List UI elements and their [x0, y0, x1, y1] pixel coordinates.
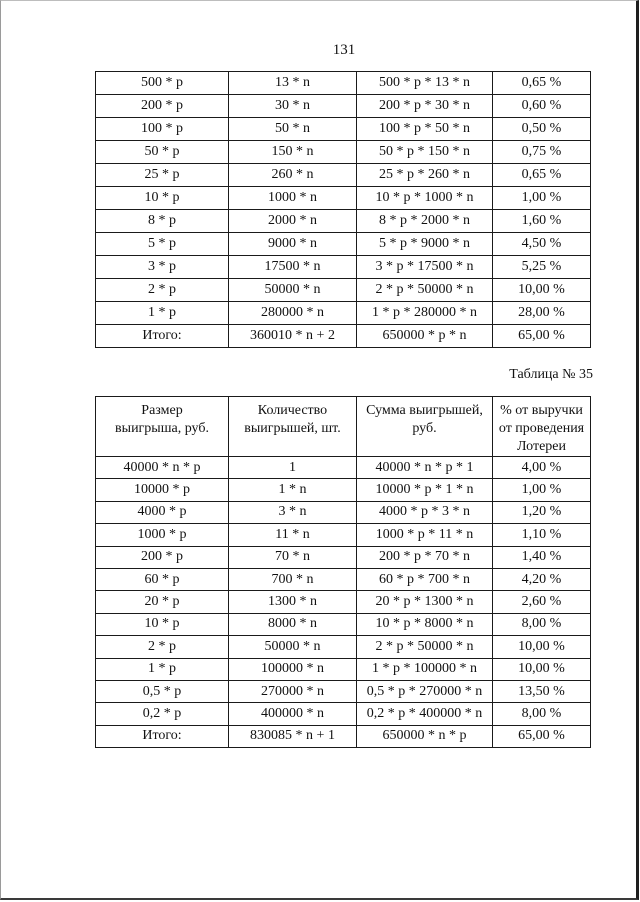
prize-amount-cell: 10000 * p — [96, 479, 229, 501]
revenue-percent-cell: 1,40 % — [493, 546, 591, 568]
prize-total-cell: 8 * p * 2000 * n — [357, 210, 493, 233]
total-row — [96, 325, 591, 348]
prize-amount-cell: 500 * p — [96, 72, 229, 95]
total-row — [96, 725, 591, 747]
table-header-row — [96, 397, 591, 457]
prize-count-cell: 8000 * n — [229, 613, 357, 635]
total-label-cell: Итого: — [96, 325, 229, 348]
prize-amount-cell: 10 * p — [96, 613, 229, 635]
prize-count-cell: 700 * n — [229, 568, 357, 590]
header-line: выигрышей, шт. — [244, 421, 341, 436]
revenue-percent-cell: 0,75 % — [493, 141, 591, 164]
prize-total-cell: 100 * p * 50 * n — [357, 118, 493, 141]
revenue-percent-cell: 1,00 % — [493, 187, 591, 210]
table-row — [96, 302, 591, 325]
prize-total-cell: 10000 * p * 1 * n — [357, 479, 493, 501]
header-line: руб. — [412, 421, 437, 436]
prize-count-cell: 13 * n — [229, 72, 357, 95]
header-line: % от выручки — [500, 403, 583, 418]
revenue-percent-cell: 8,00 % — [493, 703, 591, 725]
prize-amount-cell: 200 * p — [96, 546, 229, 568]
prize-amount-cell: 20 * p — [96, 591, 229, 613]
table-row — [96, 613, 591, 635]
prize-count-cell: 1 * n — [229, 479, 357, 501]
prize-count-cell: 50000 * n — [229, 636, 357, 658]
table-row — [96, 658, 591, 680]
revenue-percent-cell: 4,00 % — [493, 457, 591, 479]
table-row — [96, 118, 591, 141]
header-prize-count — [229, 397, 357, 457]
prize-total-cell: 1000 * p * 11 * n — [357, 524, 493, 546]
prize-amount-cell: 8 * p — [96, 210, 229, 233]
revenue-percent-cell: 28,00 % — [493, 302, 591, 325]
prize-count-cell: 260 * n — [229, 164, 357, 187]
prize-amount-cell: 25 * p — [96, 164, 229, 187]
table-row — [96, 703, 591, 725]
table-row — [96, 568, 591, 590]
header-line: Размер — [141, 403, 183, 418]
prize-total-cell: 50 * p * 150 * n — [357, 141, 493, 164]
total-count-cell: 830085 * n + 1 — [229, 725, 357, 747]
table-row — [96, 164, 591, 187]
header-prize-amount — [96, 397, 229, 457]
table-row — [96, 210, 591, 233]
prize-total-cell: 5 * p * 9000 * n — [357, 233, 493, 256]
prize-count-cell: 9000 * n — [229, 233, 357, 256]
total-percent-cell: 65,00 % — [493, 325, 591, 348]
revenue-percent-cell: 0,65 % — [493, 164, 591, 187]
table-row — [96, 233, 591, 256]
table-row — [96, 636, 591, 658]
header-line: Лотереи — [517, 439, 566, 454]
prize-total-cell: 20 * p * 1300 * n — [357, 591, 493, 613]
prize-amount-cell: 2 * p — [96, 636, 229, 658]
table-row — [96, 479, 591, 501]
table-row — [96, 680, 591, 702]
table-row — [96, 279, 591, 302]
header-line: выигрыша, руб. — [115, 421, 209, 436]
prize-total-cell: 1 * p * 100000 * n — [357, 658, 493, 680]
prize-count-cell: 150 * n — [229, 141, 357, 164]
table-caption: Таблица № 35 — [509, 367, 593, 382]
prize-count-cell: 1300 * n — [229, 591, 357, 613]
prize-total-cell: 3 * p * 17500 * n — [357, 256, 493, 279]
table-row — [96, 95, 591, 118]
header-line: от проведения — [498, 421, 585, 436]
header-line: Сумма выигрышей, — [366, 403, 483, 418]
prize-total-cell: 2 * p * 50000 * n — [357, 279, 493, 302]
table-row — [96, 256, 591, 279]
prize-total-cell: 200 * p * 70 * n — [357, 546, 493, 568]
prize-amount-cell: 1000 * p — [96, 524, 229, 546]
total-sum-cell: 650000 * n * p — [357, 725, 493, 747]
prize-count-cell: 2000 * n — [229, 210, 357, 233]
revenue-percent-cell: 1,10 % — [493, 524, 591, 546]
table-row — [96, 457, 591, 479]
total-label-cell: Итого: — [96, 725, 229, 747]
prize-total-cell: 4000 * p * 3 * n — [357, 501, 493, 523]
revenue-percent-cell: 5,25 % — [493, 256, 591, 279]
revenue-percent-cell: 4,50 % — [493, 233, 591, 256]
revenue-percent-cell: 8,00 % — [493, 613, 591, 635]
prize-total-cell: 0,2 * p * 400000 * n — [357, 703, 493, 725]
prize-total-cell: 10 * p * 1000 * n — [357, 187, 493, 210]
header-revenue-percent — [493, 397, 591, 457]
prize-amount-cell: 0,5 * p — [96, 680, 229, 702]
revenue-percent-cell: 10,00 % — [493, 658, 591, 680]
prize-amount-cell: 200 * p — [96, 95, 229, 118]
prize-count-cell: 30 * n — [229, 95, 357, 118]
prize-count-cell: 50 * n — [229, 118, 357, 141]
revenue-percent-cell: 0,50 % — [493, 118, 591, 141]
revenue-percent-cell: 13,50 % — [493, 680, 591, 702]
prize-amount-cell: 100 * p — [96, 118, 229, 141]
prize-amount-cell: 0,2 * p — [96, 703, 229, 725]
prize-count-cell: 50000 * n — [229, 279, 357, 302]
prize-count-cell: 11 * n — [229, 524, 357, 546]
prize-total-cell: 500 * p * 13 * n — [357, 72, 493, 95]
revenue-percent-cell: 1,00 % — [493, 479, 591, 501]
prize-count-cell: 280000 * n — [229, 302, 357, 325]
prize-total-cell: 60 * p * 700 * n — [357, 568, 493, 590]
table-row — [96, 501, 591, 523]
total-sum-cell: 650000 * p * n — [357, 325, 493, 348]
header-line: Количество — [257, 403, 328, 418]
table-row — [96, 546, 591, 568]
prize-count-cell: 70 * n — [229, 546, 357, 568]
prize-total-cell: 0,5 * p * 270000 * n — [357, 680, 493, 702]
revenue-percent-cell: 10,00 % — [493, 279, 591, 302]
revenue-percent-cell: 0,65 % — [493, 72, 591, 95]
prize-total-cell: 25 * p * 260 * n — [357, 164, 493, 187]
prize-amount-cell: 1 * p — [96, 658, 229, 680]
header-prize-total — [357, 397, 493, 457]
table-row — [96, 187, 591, 210]
prize-amount-cell: 10 * p — [96, 187, 229, 210]
prize-count-cell: 270000 * n — [229, 680, 357, 702]
revenue-percent-cell: 10,00 % — [493, 636, 591, 658]
prize-table-continued — [95, 71, 591, 348]
prize-amount-cell: 1 * p — [96, 302, 229, 325]
prize-amount-cell: 50 * p — [96, 141, 229, 164]
prize-count-cell: 1000 * n — [229, 187, 357, 210]
total-count-cell: 360010 * n + 2 — [229, 325, 357, 348]
table-row — [96, 141, 591, 164]
prize-total-cell: 10 * p * 8000 * n — [357, 613, 493, 635]
prize-count-cell: 400000 * n — [229, 703, 357, 725]
prize-amount-cell: 4000 * p — [96, 501, 229, 523]
prize-count-cell: 17500 * n — [229, 256, 357, 279]
prize-table-35 — [95, 396, 591, 748]
prize-amount-cell: 60 * p — [96, 568, 229, 590]
prize-total-cell: 2 * p * 50000 * n — [357, 636, 493, 658]
total-percent-cell: 65,00 % — [493, 725, 591, 747]
prize-total-cell: 1 * p * 280000 * n — [357, 302, 493, 325]
revenue-percent-cell: 1,60 % — [493, 210, 591, 233]
prize-amount-cell: 5 * p — [96, 233, 229, 256]
table-row — [96, 72, 591, 95]
revenue-percent-cell: 4,20 % — [493, 568, 591, 590]
prize-amount-cell: 2 * p — [96, 279, 229, 302]
prize-total-cell: 200 * p * 30 * n — [357, 95, 493, 118]
revenue-percent-cell: 2,60 % — [493, 591, 591, 613]
table-row — [96, 591, 591, 613]
prize-amount-cell: 40000 * n * p — [96, 457, 229, 479]
revenue-percent-cell: 0,60 % — [493, 95, 591, 118]
prize-amount-cell: 3 * p — [96, 256, 229, 279]
prize-total-cell: 40000 * n * p * 1 — [357, 457, 493, 479]
prize-count-cell: 100000 * n — [229, 658, 357, 680]
prize-count-cell: 1 — [229, 457, 357, 479]
table-row — [96, 524, 591, 546]
page-number: 131 — [332, 42, 356, 58]
prize-count-cell: 3 * n — [229, 501, 357, 523]
revenue-percent-cell: 1,20 % — [493, 501, 591, 523]
